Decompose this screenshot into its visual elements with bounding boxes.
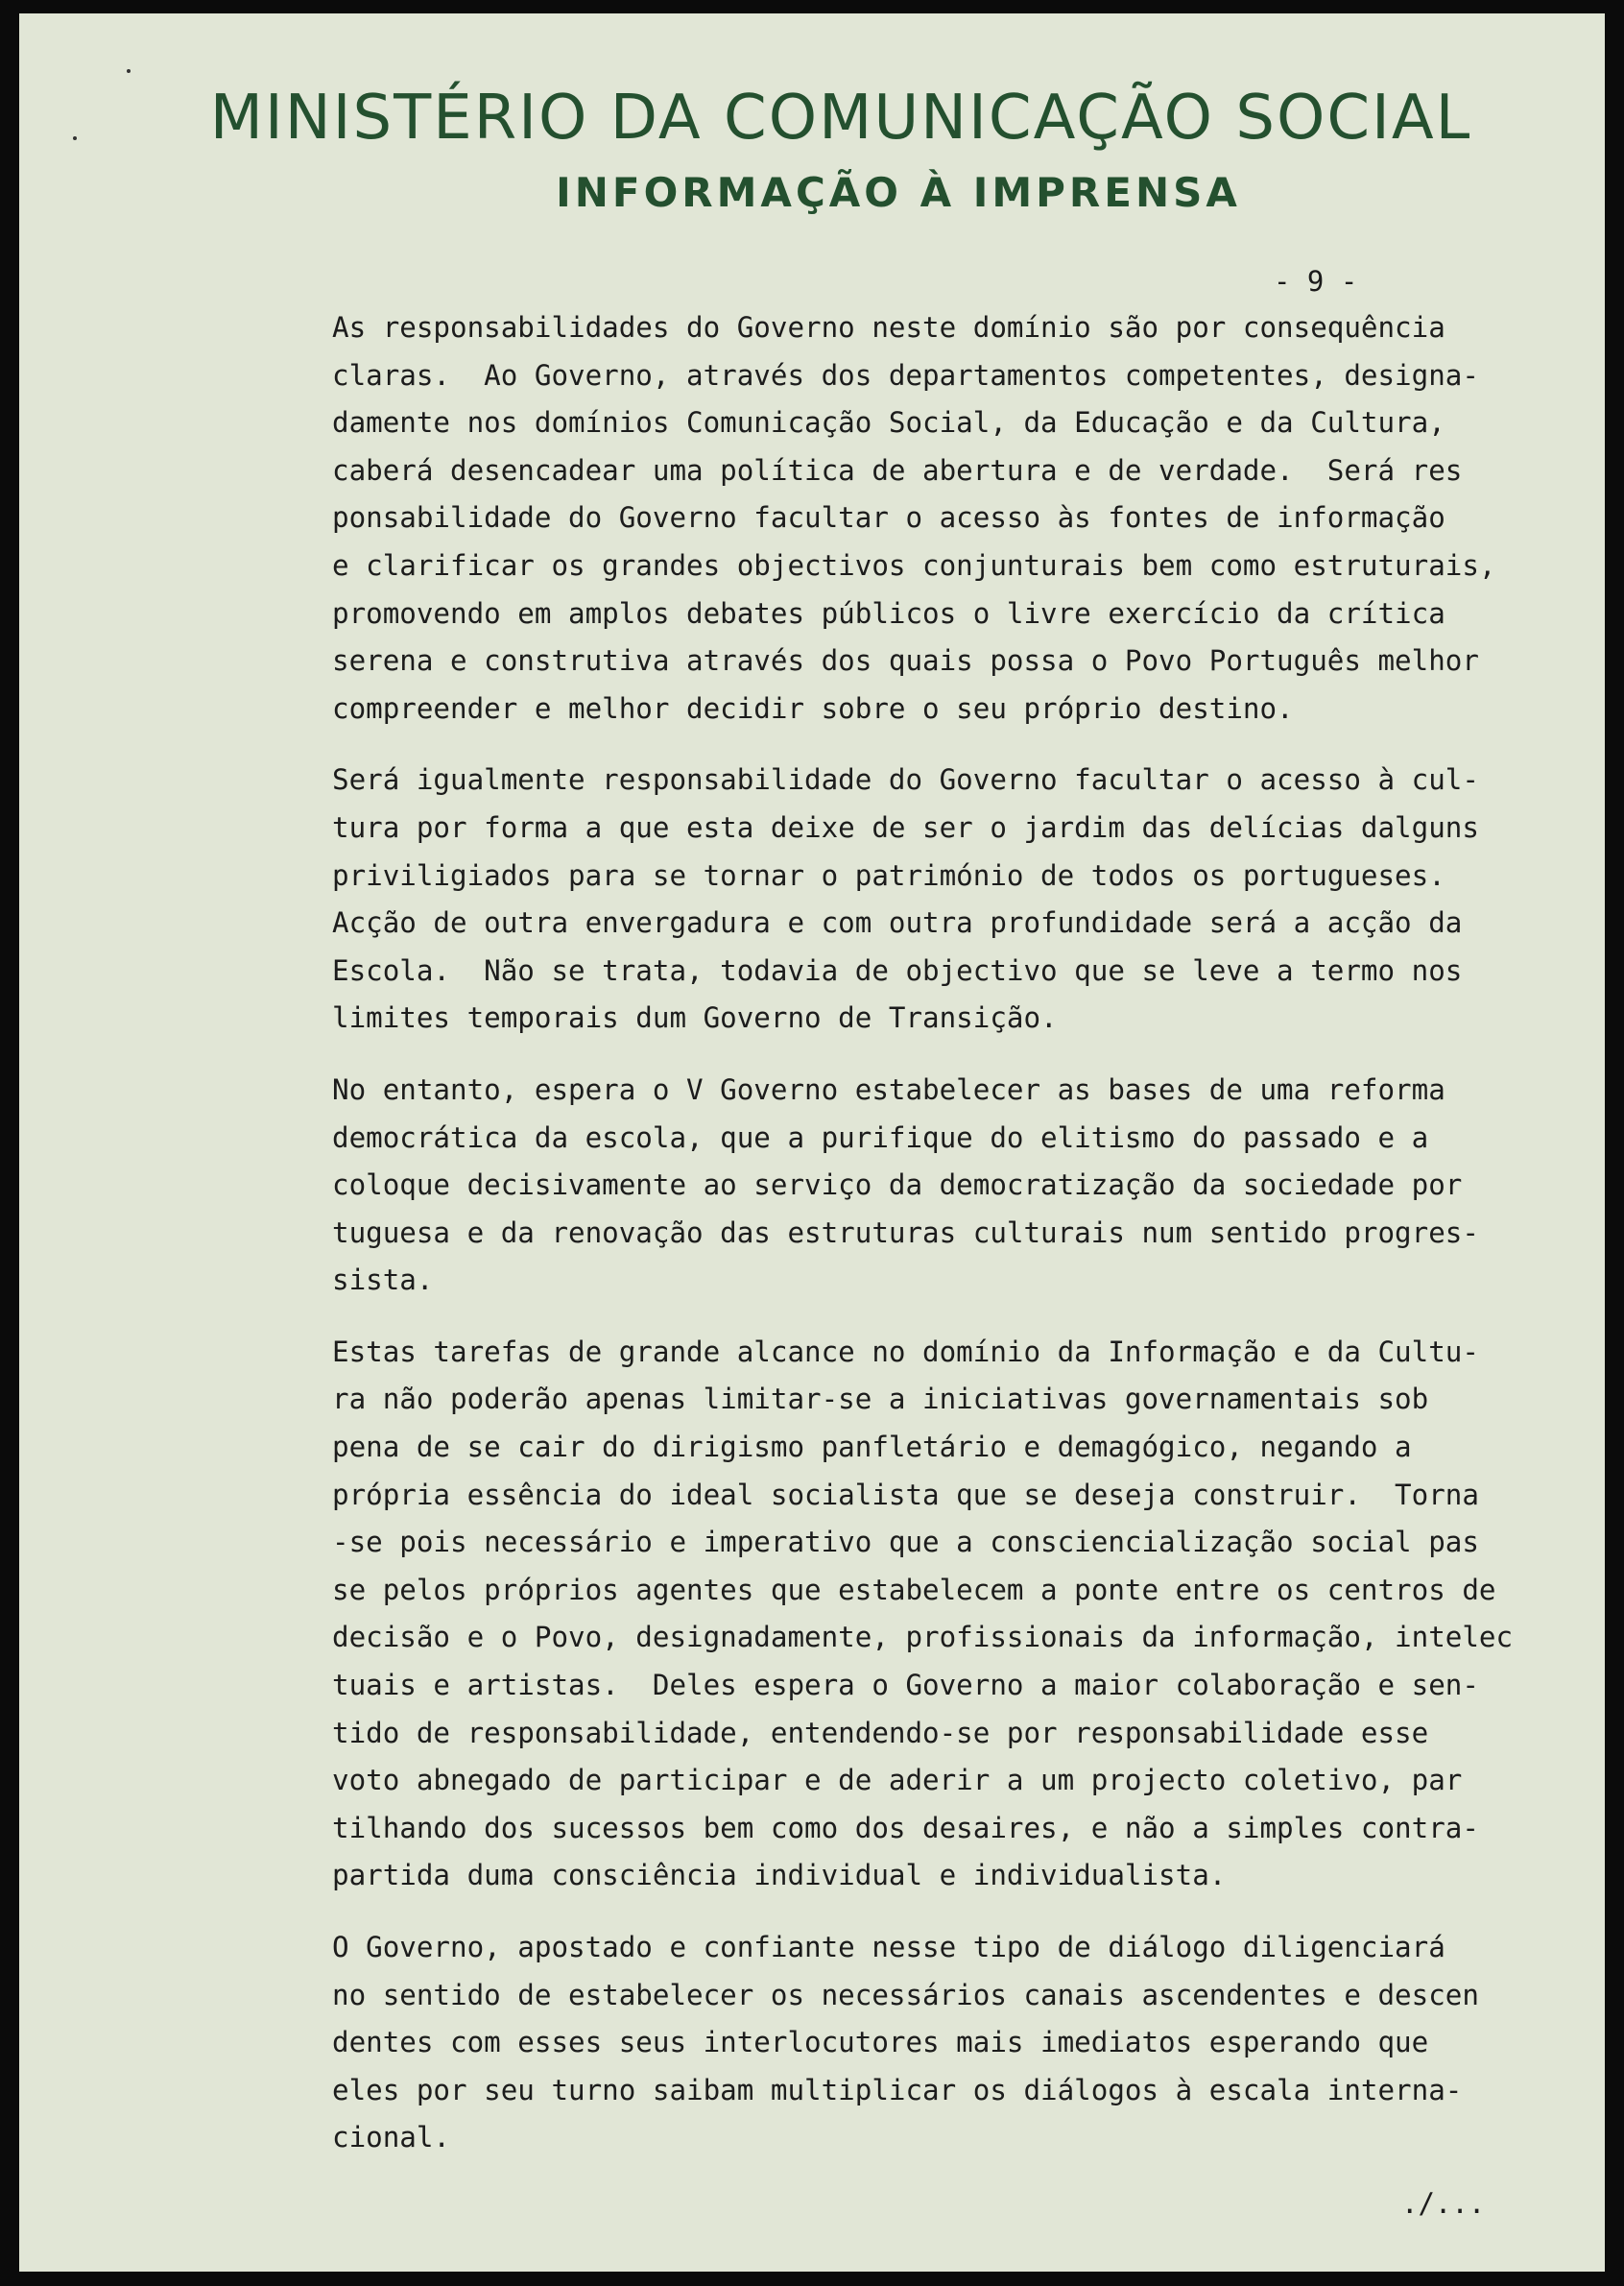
text-line: cional.: [332, 2121, 451, 2154]
text-line: tido de responsabilidade, entendendo-se por responsabilidade esse: [332, 1716, 1429, 1749]
text-line: Acção de outra envergadura e com outra profundidade será a acção da: [332, 906, 1463, 940]
margin-mark: [127, 69, 131, 73]
text-line: Escola. Não se trata, todavia de objectivo que se leve a termo nos: [332, 953, 1463, 987]
continuation-mark: ./...: [1401, 2187, 1486, 2220]
text-line: serena e construtiva através dos quais possa o Povo Português melhor: [332, 644, 1479, 678]
text-line: damente nos domínios Comunicação Social, da Educação e da Cultura,: [332, 406, 1445, 440]
text-line: pena de se cair do dirigismo panfletário e demagógico, negando a: [332, 1431, 1412, 1464]
text-line: tilhando dos sucessos bem como dos desaires, e não a simples contra-: [332, 1811, 1479, 1844]
text-line: voto abnegado de participar e de aderir a um projecto coletivo, par: [332, 1764, 1463, 1797]
text-line: Estas tarefas de grande alcance no domínio da Informação e da Cultu-: [332, 1335, 1479, 1368]
text-line: -se pois necessário e imperativo que a consciencialização social pas: [332, 1526, 1479, 1559]
paragraph: [332, 304, 1561, 733]
text-line: e clarificar os grandes objectivos conjunturais bem como estruturais,: [332, 548, 1496, 582]
document-page: [19, 13, 1605, 2272]
press-release-subtitle: INFORMAÇÃO À IMPRENSA: [556, 169, 1241, 216]
text-line: tuguesa e da renovação das estruturas culturais num sentido progres-: [332, 1215, 1479, 1249]
text-line: priviligiados para se tornar o património de todos os portugueses.: [332, 858, 1445, 892]
paragraph: [332, 757, 1561, 1043]
text-line: sista.: [332, 1263, 434, 1297]
text-line: ra não poderão apenas limitar-se a iniciativas governamentais sob: [332, 1383, 1429, 1416]
text-line: eles por seu turno saibam multiplicar os diálogos à escala interna-: [332, 2073, 1463, 2106]
text-line: ponsabilidade do Governo facultar o acesso às fontes de informação: [332, 501, 1445, 535]
paragraph: [332, 1924, 1561, 2162]
text-line: decisão e o Povo, designadamente, profissionais da informação, intelec: [332, 1621, 1514, 1654]
text-line: coloque decisivamente ao serviço da democratização da sociedade por: [332, 1168, 1463, 1202]
document-body: [332, 304, 1561, 2186]
text-line: própria essência do ideal socialista que se deseja construir. Torna: [332, 1478, 1479, 1511]
text-line: no sentido de estabelecer os necessários canais ascendentes e descen: [332, 1978, 1479, 2011]
text-line: tura por forma a que esta deixe de ser o jardim das delícias dalguns: [332, 810, 1479, 844]
text-line: partida duma consciência individual e individualista.: [332, 1859, 1227, 1892]
text-line: limites temporais dum Governo de Transição.: [332, 1001, 1058, 1035]
text-line: dentes com esses seus interlocutores mais imediatos esperando que: [332, 2026, 1429, 2059]
text-line: compreender e melhor decidir sobre o seu próprio destino.: [332, 691, 1294, 725]
text-line: caberá desencadear uma política de abertura e de verdade. Será res: [332, 453, 1463, 487]
text-line: promovendo em amplos debates públicos o livre exercício da crítica: [332, 596, 1445, 630]
paragraph: [332, 1067, 1561, 1305]
text-line: O Governo, apostado e confiante nesse tipo de diálogo diligenciará: [332, 1931, 1445, 1963]
text-line: democrática da escola, que a purifique do elitismo do passado e a: [332, 1120, 1429, 1154]
text-line: claras. Ao Governo, através dos departamentos competentes, designa-: [332, 358, 1479, 392]
text-line: se pelos próprios agentes que estabelecem a ponte entre os centros de: [332, 1573, 1496, 1606]
ministry-title: MINISTÉRIO DA COMUNICAÇÃO SOCIAL: [209, 83, 1472, 154]
page-number: - 9 -: [1274, 265, 1358, 298]
text-line: As responsabilidades do Governo neste domínio são por consequência: [332, 311, 1445, 344]
text-line: Será igualmente responsabilidade do Governo facultar o acesso à cul-: [332, 763, 1479, 797]
text-line: tuais e artistas. Deles espera o Governo a maior colaboração e sen-: [332, 1669, 1479, 1702]
text-line: No entanto, espera o V Governo estabelecer as bases de uma reforma: [332, 1072, 1445, 1106]
paragraph: [332, 1329, 1561, 1900]
